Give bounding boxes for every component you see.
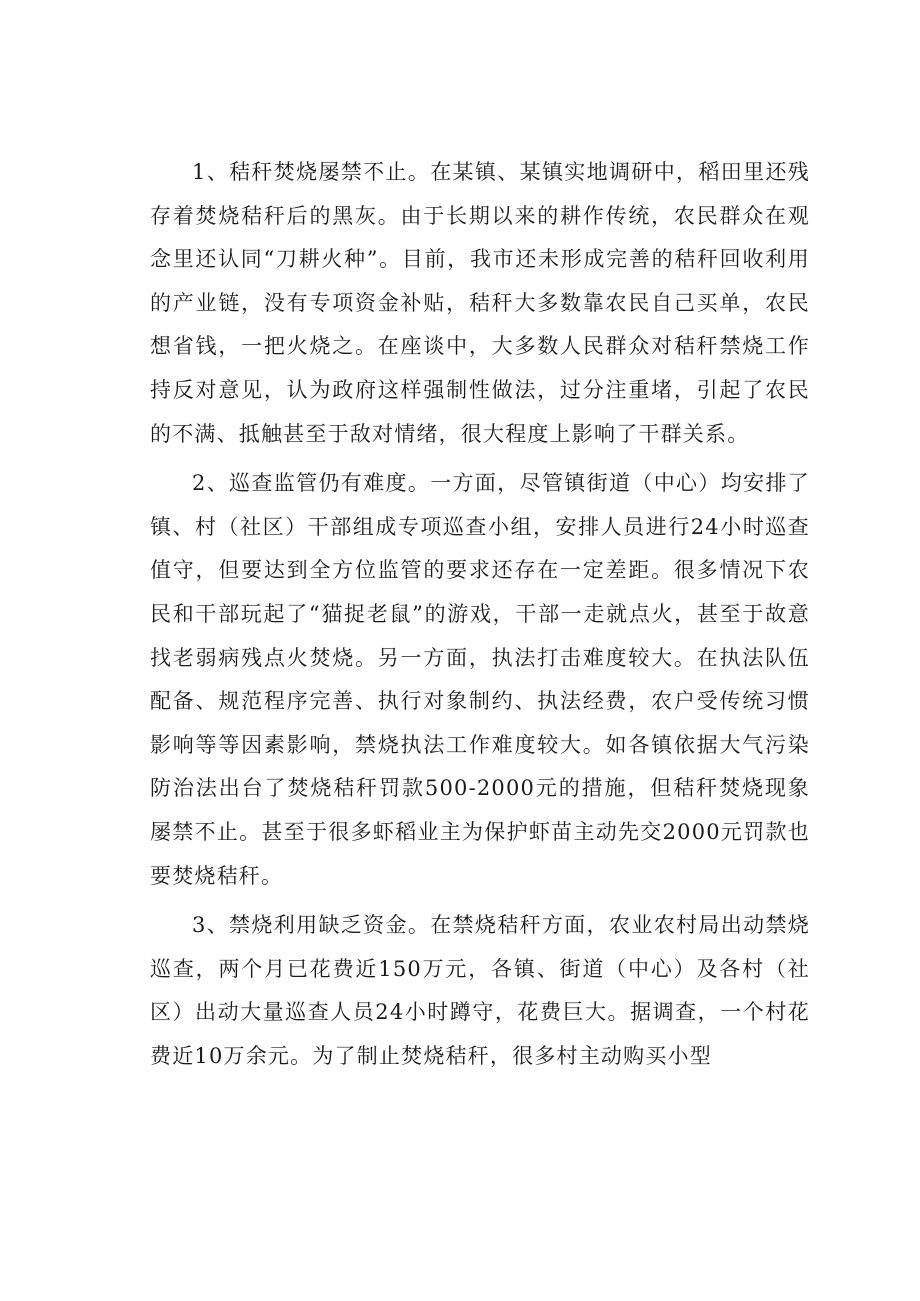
- paragraph-lack-of-funding: 3、禁烧利用缺乏资金。在禁烧秸秆方面，农业农村局出动禁烧巡查，两个月已花费近150万元，各镇、街道（中心）及各村（社区）出动大量巡查人员24小时蹲守，花费巨大。据调查，一个村花费近10万余元。为了制止焚烧秸秆，很多村主动购买小型: [150, 913, 810, 1068]
- paragraph-patrol-supervision-difficulty: 2、巡查监管仍有难度。一方面，尽管镇街道（中心）均安排了镇、村（社区）干部组成专项巡查小组，安排人员进行24小时巡查值守，但要达到全方位监管的要求还存在一定差距。很多情况下农民和干部玩起了“猫捉老鼠”的游戏，干部一走就点火，甚至于故意找老弱病残点火焚烧。另一方面，执法打击难度较大。在执法队伍配备、规范程序完善、执行对象制约、执法经费，农户受传统习惯影响等等因素影响，禁烧执法工作难度较大。如各镇依据大气污染防治法出台了焚烧秸秆罚款500-2000元的措施，但秸秆焚烧现象屡禁不止。甚至于很多虾稻业主为保护虾苗主动先交2000元罚款也要焚烧秸秆。: [150, 471, 810, 888]
- document-body: [150, 151, 810, 1084]
- paragraph-straw-burning-persists: 1、秸秆焚烧屡禁不止。在某镇、某镇实地调研中，稻田里还残存着焚烧秸秆后的黑灰。由于长期以来的耕作传统，农民群众在观念里还认同“刀耕火种”。目前，我市还未形成完善的秸秆回收利用的产业链，没有专项资金补贴，秸秆大多数靠农民自己买单，农民想省钱，一把火烧之。在座谈中，大多数人民群众对秸秆禁烧工作持反对意见，认为政府这样强制性做法，过分注重堵，引起了农民的不满、抵触甚至于敌对情绪，很大程度上影响了干群关系。: [150, 160, 810, 446]
